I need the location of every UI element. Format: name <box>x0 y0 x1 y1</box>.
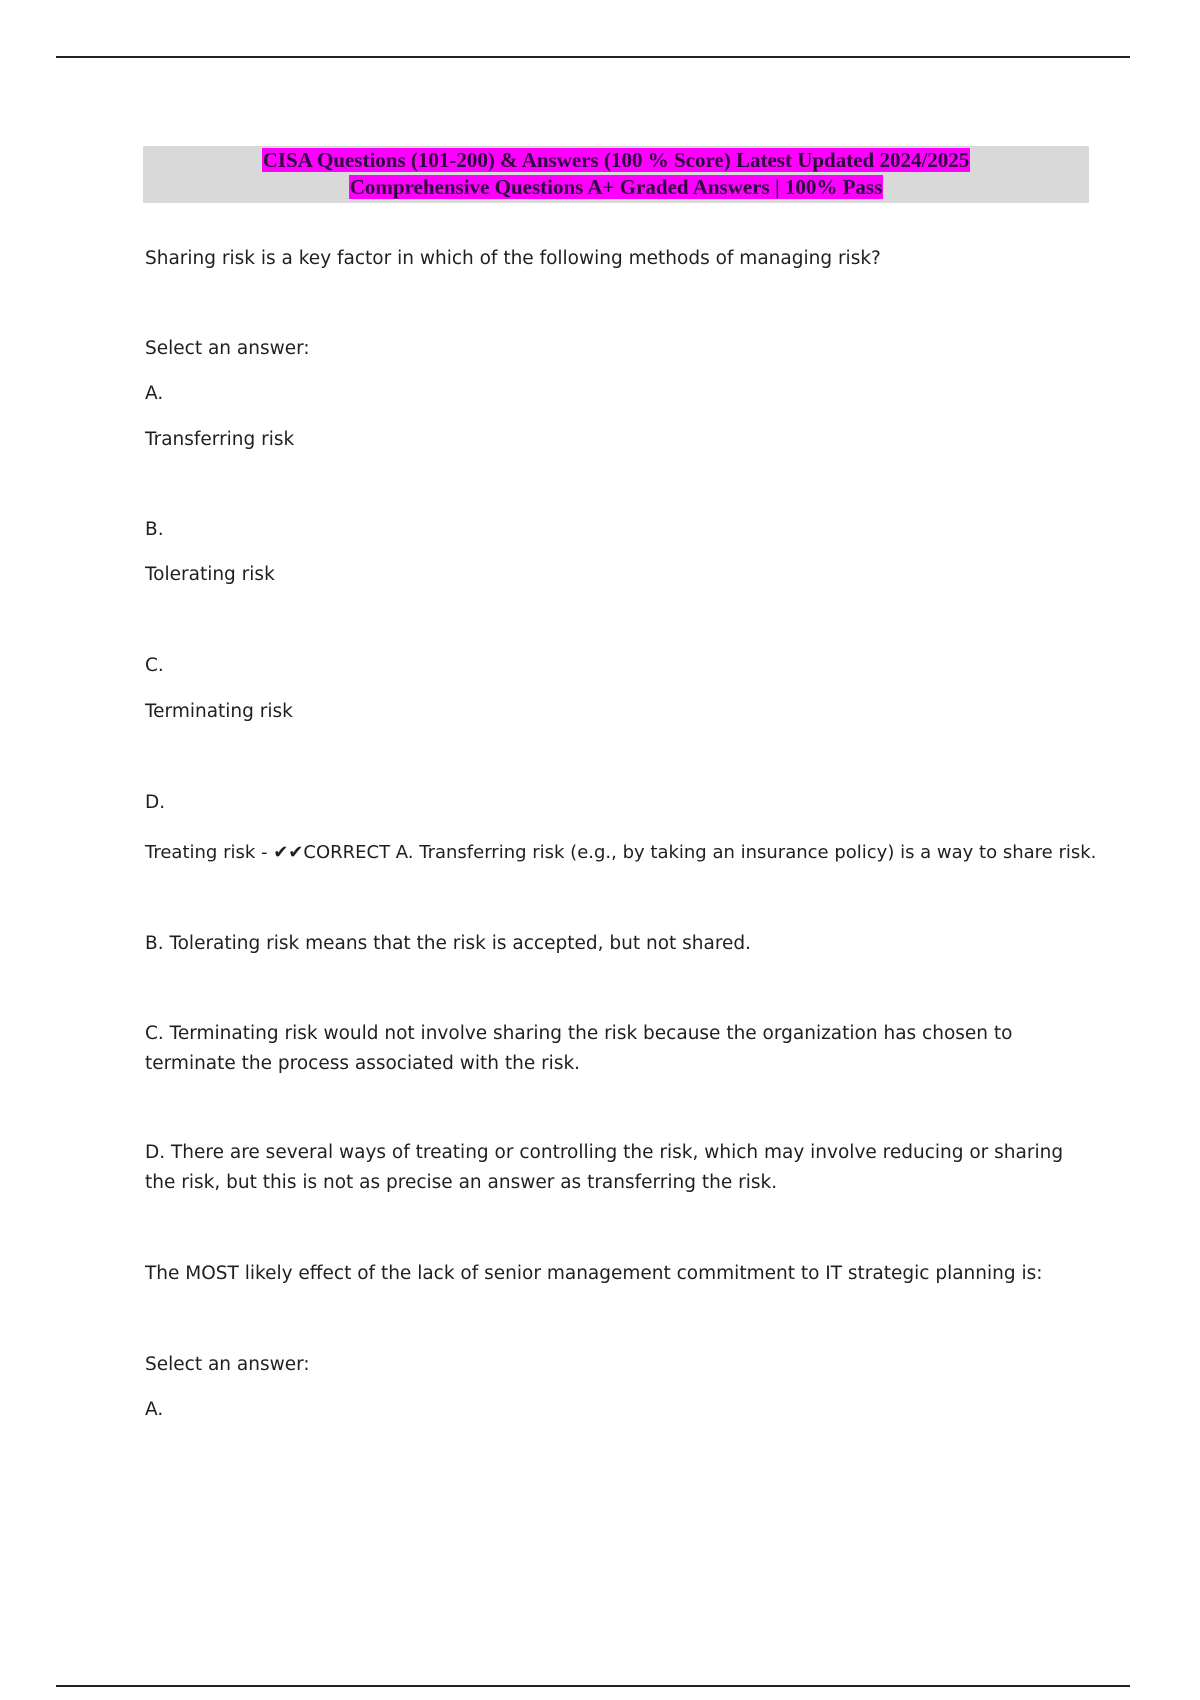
question-2-select-prompt: Select an answer: <box>145 1354 310 1375</box>
option-d-text-correct-answer: Treating risk - ✔✔CORRECT A. Transferring risk (e.g., by taking an insurance policy) is a way to share risk. <box>145 842 1097 863</box>
question-2-text: The MOST likely effect of the lack of senior management commitment to IT strategic planning is: <box>145 1263 1043 1284</box>
explanation-d: D. There are several ways of treating or controlling the risk, which may involve reducing or sharing the risk, but this is not as precise an answer as transferring the risk. <box>145 1142 1064 1193</box>
option-a-text: Transferring risk <box>145 429 295 450</box>
option-d-letter: D. <box>145 792 166 813</box>
option-b-text: Tolerating risk <box>145 564 275 585</box>
option-c-text: Terminating risk <box>145 701 293 722</box>
title-line-2: Comprehensive Questions A+ Graded Answers | 100% Pass <box>349 175 883 199</box>
document-title-banner <box>143 146 1089 203</box>
option-b-letter: B. <box>145 519 164 540</box>
option-a-letter: A. <box>145 383 164 404</box>
top-rule <box>56 56 1130 58</box>
question-2-option-a-letter: A. <box>145 1399 164 1420</box>
question-1-text: Sharing risk is a key factor in which of the following methods of managing risk? <box>145 248 881 269</box>
option-c-letter: C. <box>145 655 164 676</box>
bottom-rule <box>56 1685 1130 1687</box>
explanation-b: B. Tolerating risk means that the risk is accepted, but not shared. <box>145 933 752 954</box>
title-line-1: CISA Questions (101-200) & Answers (100 % Score) Latest Updated 2024/2025 <box>262 148 970 172</box>
question-1-select-prompt: Select an answer: <box>145 338 310 359</box>
explanation-c: C. Terminating risk would not involve sharing the risk because the organization has chosen to terminate the process associated with the risk. <box>145 1023 1013 1074</box>
